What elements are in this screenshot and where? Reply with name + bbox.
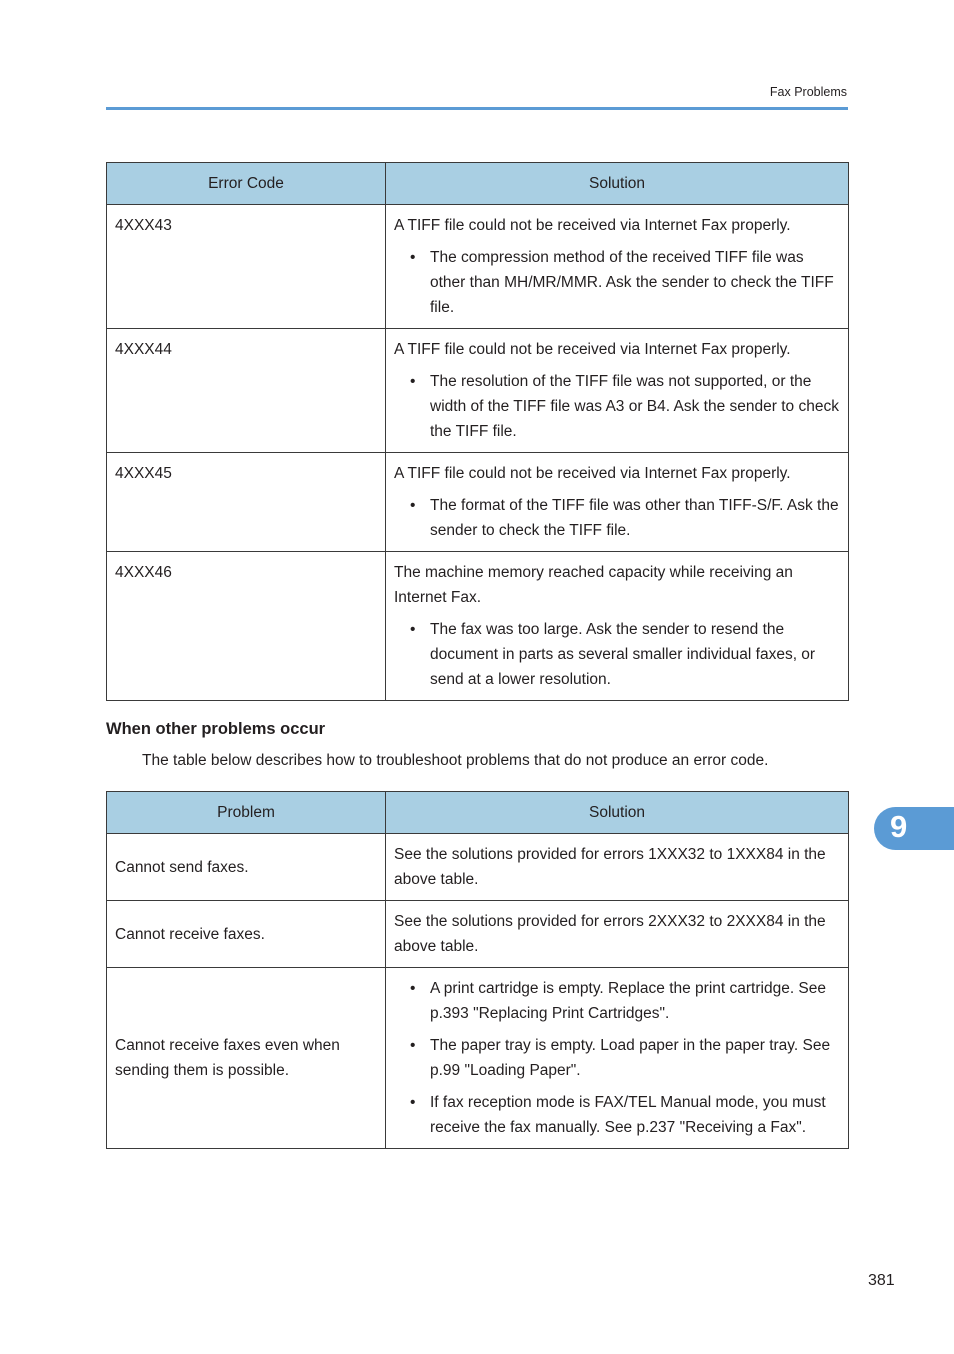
bullet-icon: • <box>410 497 416 514</box>
solution-list <box>394 617 840 692</box>
bullet-icon: • <box>410 373 416 390</box>
running-header: Fax Problems <box>769 85 847 99</box>
solution-cell <box>386 453 849 552</box>
list-item-text: The fax was too large. Ask the sender to resend the document in parts as several smaller individual faxes, or send at a lower resolution. <box>430 621 816 688</box>
list-item <box>410 493 840 543</box>
table-header-row <box>107 163 849 205</box>
list-item-text: If fax reception mode is FAX/TEL Manual mode, you must receive the fax manually. See p.237 "Receiving a Fax". <box>430 1094 826 1136</box>
solution-text: See the solutions provided for errors 1XXX32 to 1XXX84 in the above table. <box>394 846 826 888</box>
error-code-table <box>106 162 849 701</box>
solution-text: A TIFF file could not be received via Internet Fax properly. <box>394 217 791 234</box>
list-item-text: The format of the TIFF file was other than TIFF-S/F. Ask the sender to check the TIFF file. <box>430 497 839 539</box>
column-header-solution: Solution <box>386 163 849 205</box>
header-rule <box>106 107 848 110</box>
solution-list <box>394 976 840 1140</box>
problem-cell: Cannot receive faxes. <box>107 901 386 968</box>
problem-cell: Cannot receive faxes even when sending them is possible. <box>107 968 386 1149</box>
bullet-icon: • <box>410 1094 416 1111</box>
bullet-icon: • <box>410 980 416 997</box>
list-item <box>410 976 840 1026</box>
table-row <box>107 329 849 453</box>
list-item <box>410 369 840 444</box>
section-title: When other problems occur <box>106 720 326 738</box>
error-code-cell: 4XXX43 <box>107 205 386 329</box>
error-code-cell: 4XXX45 <box>107 453 386 552</box>
list-item <box>410 1090 840 1140</box>
list-item <box>410 617 840 692</box>
table-row <box>107 453 849 552</box>
bullet-icon: • <box>410 621 416 638</box>
list-item <box>410 245 840 320</box>
list-item-text: The compression method of the received TIFF file was other than MH/MR/MMR. Ask the sender to check the TIFF file. <box>430 249 834 316</box>
solution-cell <box>386 834 849 901</box>
solution-list <box>394 493 840 543</box>
solution-text: A TIFF file could not be received via Internet Fax properly. <box>394 465 791 482</box>
solution-cell <box>386 552 849 701</box>
chapter-tab <box>874 807 954 850</box>
column-header-problem: Problem <box>107 792 386 834</box>
solution-cell <box>386 968 849 1149</box>
solution-text: A TIFF file could not be received via Internet Fax properly. <box>394 341 791 358</box>
list-item <box>410 1033 840 1083</box>
solution-cell <box>386 901 849 968</box>
solution-list <box>394 245 840 320</box>
table-row <box>107 552 849 701</box>
table-row <box>107 834 849 901</box>
table-row <box>107 901 849 968</box>
solution-text: The machine memory reached capacity while receiving an Internet Fax. <box>394 564 793 606</box>
section-intro: The table below describes how to troubleshoot problems that do not produce an error code. <box>142 752 769 769</box>
column-header-error-code: Error Code <box>107 163 386 205</box>
chapter-number: 9 <box>890 809 908 844</box>
error-code-cell: 4XXX46 <box>107 552 386 701</box>
table-row <box>107 968 849 1149</box>
solution-cell <box>386 329 849 453</box>
list-item-text: A print cartridge is empty. Replace the print cartridge. See p.393 "Replacing Print Cartridges". <box>430 980 827 1022</box>
bullet-icon: • <box>410 249 416 266</box>
bullet-icon: • <box>410 1037 416 1054</box>
page-number: 381 <box>868 1272 895 1289</box>
problem-cell: Cannot send faxes. <box>107 834 386 901</box>
error-code-cell: 4XXX44 <box>107 329 386 453</box>
problem-table <box>106 791 849 1149</box>
solution-list <box>394 369 840 444</box>
list-item-text: The resolution of the TIFF file was not supported, or the width of the TIFF file was A3 or B4. Ask the sender to check the TIFF file. <box>430 373 839 440</box>
solution-text: See the solutions provided for errors 2XXX32 to 2XXX84 in the above table. <box>394 913 826 955</box>
table-row <box>107 205 849 329</box>
solution-cell <box>386 205 849 329</box>
list-item-text: The paper tray is empty. Load paper in the paper tray. See p.99 "Loading Paper". <box>430 1037 831 1079</box>
table-header-row <box>107 792 849 834</box>
column-header-solution: Solution <box>386 792 849 834</box>
